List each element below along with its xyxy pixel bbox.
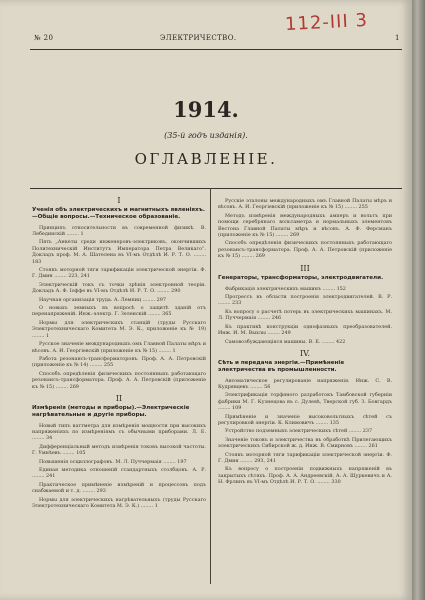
toc-entry: Стоякъ моторной тяги тарификаціи электрической энергіи. Ф. Г. Дмин ........ 293, 241 <box>218 451 392 464</box>
header-rule <box>30 49 402 50</box>
toc-entry: Дифференціальный методъ измѣренія токовъ высокой частоты. Г. Умнѣевъ ........ 105 <box>32 443 206 457</box>
toc-entry: Практическое примѣненіе измѣреній и процессовъ подъ снабжаемой и т. д. ........ 293 <box>32 481 206 495</box>
toc-entry: Работа резонансъ-трансформаторовъ. Проф. А. А. Петровскій (приложеніе къ № 14) ........ 255 <box>32 355 206 369</box>
section-title: Ученія объ электрическихъ и магнитныхъ явленіяхъ.—Общіе вопросы.—Техническое образованіе. <box>32 207 205 220</box>
toc-entry: Электрическій токъ съ точки зрѣнія электронной теоріи. Докладъ А. Ф. Іоффе въ VI-мъ Отдѣлѣ И. Р. Т. О. ........ 290 <box>32 281 206 295</box>
toc-entry: Способъ опредѣленія физическихъ постоянныхъ работающаго резонансъ-трансформатора. Проф. А. А. Петровскій (приложеніе къ № 15) ........ 269 <box>218 240 392 260</box>
toc-entry: Примѣненіе и значеніе высоковольтныхъ сѣтей съ регулировкой энергіи. К. Климовичъ ........ 135 <box>218 413 392 426</box>
issue-number: № 20 <box>34 34 54 42</box>
toc-entry: Нормы для электрическихъ нагрѣвательныхъ (труды Русскаго Электротехническаго Комитета М. Э. К.) ........ 1 <box>32 496 206 509</box>
left-column <box>32 198 206 511</box>
toc-entry: Автоматическое регулированіе напряженія. Инж. С. В. Кудрявцевъ ........ 56 <box>218 377 392 390</box>
right-column <box>218 198 392 488</box>
book-spine-edge <box>412 0 425 600</box>
volume-subtitle: (35-й годъ изданія). <box>164 131 248 140</box>
toc-entry: Самовозбуждающіяся машины. В. Е. ........ 422 <box>225 338 346 345</box>
section-title: Измѣренія (методы и приборы).—Электрическіе нагрѣвательные и другіе приборы. <box>32 405 190 418</box>
toc-entry: Новый типъ ваттметра для измѣренія мощности при высокихъ напряженіяхъ по измѣреніямъ съ обычными приборами. Л. Е. ........ 34 <box>32 422 206 442</box>
section-number: III <box>300 263 310 273</box>
toc-entry: Электрификація торфяного разработокъ Тамбовской губерніи фабрики М. Г. Кузнецова въ с. Дулевѣ, Тверской губ. З. Бовгардъ ........ 109 <box>218 392 392 412</box>
toc-entry: Устройство подземныхъ электрическихъ сѣтей ........ 237 <box>225 428 373 435</box>
toc-entry: Стоякъ моторной тяги тарификаціи электрической энергіи. Ф. Г. Дмин ........ 223, 241 <box>32 267 206 280</box>
toc-entry: Къ вопросу о расчетѣ потерь въ электрическихъ машинахъ. М. Л. Пуччермаія ........ 246 <box>218 308 392 322</box>
journal-title: ЭЛЕКТРИЧЕСТВО. <box>160 34 237 42</box>
toc-entry: Къ вопросу о построеніи подвижныхъ напряженій въ закрытыхъ сѣтяхъ. Проф. А. А. Андреевскій, А. А. Щуркевичъ и А. Н. Фрлинъ въ VI-мъ Отдѣлѣ И. Р. Т. О. ........ 330 <box>218 466 392 486</box>
toc-entry: Прогрессъ въ области построенія электродвигателей. В. Р. ........ 233 <box>218 294 392 307</box>
toc-entry: Способъ опредѣленія физическихъ постоянныхъ работающаго резонансъ-трансформатора. Проф. А. А. Петровскій (приложеніе къ № 15) ........ 269 <box>32 370 206 390</box>
toc-entry: Значеніе токовъ и электричества въ обработкѣ Прилегающихъ электрическихъ Сибирской ж. д. Инж. В. Смирновъ ........ 261 <box>218 436 392 450</box>
page-header <box>0 34 412 48</box>
toc-entry: Единая методика отношеній стандартныхъ столбцовъ. А. Р. ........ 241 <box>32 466 206 480</box>
toc-entry: Методъ измѣренія международныхъ амперъ и вольтъ при помощи серебрянаго вольтаметра и нормальныхъ элементовъ Вестона Главной Палаты мѣръ и вѣсовъ. А. Ф. Ферсманъ (приложеніе къ № 15) ........ 269 <box>218 212 392 239</box>
toc-entry: Фабрикація электрическихъ машинъ ........ 152 <box>225 285 346 292</box>
column-divider <box>210 188 211 584</box>
section-number: I <box>117 196 121 205</box>
section-title: Генераторы, трансформаторы, электродвигатели. <box>218 275 384 282</box>
toc-entry: Русскіе эталоны международныхъ омъ Главной Палаты мѣръ и вѣсовъ. А. И. Георгіевскій (приложеніе къ № 15) ........ 255 <box>218 198 392 211</box>
section-number: II <box>115 393 123 403</box>
toc-heading: ОГЛАВЛЕНІЕ. <box>134 150 278 168</box>
toc-entry: Повышенія осциллографовъ. М. Л. Пуччермаія ........ 197 <box>39 458 187 465</box>
toc-entry: Русское значеніе международныхъ омъ Главной Палаты мѣръ и вѣсовъ. А. И. Георгіевскій (приложеніе къ № 15) ........ 1 <box>32 341 206 354</box>
toc-entry: Принципъ относительности въ современной физикѣ. В. Лебединскій ........ 1 <box>32 224 206 237</box>
toc-entry: Пять „Анкеты среди инженеровъ-электриковъ, окончившихъ Политехническій Институтъ Императора Петра Великаго“. Докладъ проф. М. А. Шателена въ VI-мъ Отдѣлѣ И. Р. Т. О. ........ 183 <box>32 239 206 265</box>
section-title: Сѣть и передача энергіи.—Примѣненіе электричества въ промышленности. <box>218 360 345 373</box>
toc-entry: О новыхъ земныхъ въ вопросѣ о защитѣ зданій отъ перенапряженій. Инж.-электр. Г. Зеленскій ........ 365 <box>32 305 206 318</box>
section-number: IV. <box>299 348 311 358</box>
toc-entry: Нормы для электрическихъ станцій (труды Русскаго Электротехническаго Комитета М. Э. К., приложеніе къ № 19) ........ 1 <box>32 319 206 339</box>
handwritten-shelf-mark: 112-III 3 <box>284 9 369 36</box>
toc-entry: Научная организація труда. А. Лемпиц ........ 297 <box>39 296 166 303</box>
page-number: 1 <box>395 34 400 42</box>
toc-rule <box>30 188 402 189</box>
volume-year: 1914. <box>173 97 239 122</box>
toc-entry: Къ практикѣ конструкціи однофазныхъ преобразователей. Инж. И. М. Выхлы ........ 249 <box>218 323 392 337</box>
